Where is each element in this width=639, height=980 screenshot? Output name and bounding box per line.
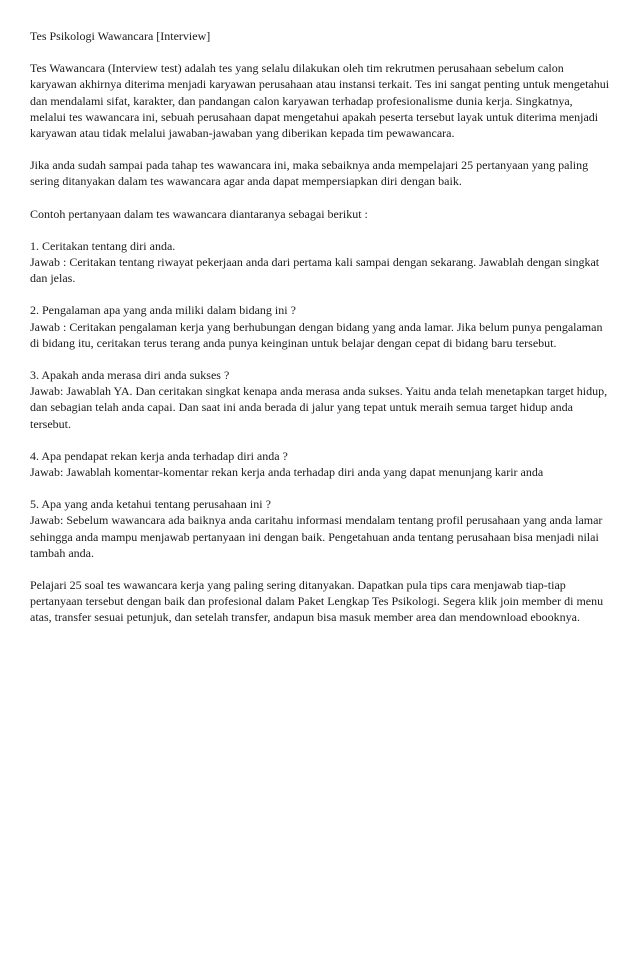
question-text: 4. Apa pendapat rekan kerja anda terhadap diri anda ? xyxy=(30,448,288,463)
answer-text: Jawab: Sebelum wawancara ada baiknya anda caritahu informasi mendalam tentang profil perusahaan yang anda lamar sehingga anda mampu menjawab pertanyaan ini dengan baik. Pengetahuan anda tentang perusahaan bisa menjadi nilai tambah anda. xyxy=(30,513,603,560)
question-text: 3. Apakah anda merasa diri anda sukses ? xyxy=(30,368,230,383)
question-item xyxy=(30,302,610,351)
document-body xyxy=(30,28,610,642)
preparation-paragraph: Jika anda sudah sampai pada tahap tes wawancara ini, maka sebaiknya anda mempelajari 25 pertanyaan yang paling sering ditanyakan dalam tes wawancara agar anda dapat mempersiapkan diri dengan baik. xyxy=(30,158,589,189)
question-item xyxy=(30,238,610,287)
question-item xyxy=(30,367,610,432)
answer-text: Jawab : Ceritakan pengalaman kerja yang berhubungan dengan bidang yang anda lamar. Jika belum punya pengalaman di bidang itu, ceritakan terus terang anda punya keinginan untuk belajar dengan cepat di bidang baru tersebut. xyxy=(30,319,603,350)
question-item xyxy=(30,448,610,480)
answer-text: Jawab: Jawablah komentar-komentar rekan kerja anda terhadap diri anda yang dapat menunjang karir anda xyxy=(30,465,544,480)
answer-text: Jawab: Jawablah YA. Dan ceritakan singkat kenapa anda merasa anda sukses. Yaitu anda telah menetapkan target hidup, dan sebagian telah anda capai. Dan saat ini anda berada di jalur yang tepat untuk meraih semua target hidup anda tersebut. xyxy=(30,384,608,431)
closing-paragraph: Pelajari 25 soal tes wawancara kerja yang paling sering ditanyakan. Dapatkan pula tips cara menjawab tiap-tiap pertanyaan tersebut dengan baik dan profesional dalam Paket Lengkap Tes Psikologi. Segera klik join member di menu atas, transfer sesuai petunjuk, dan setelah transfer, andapun bisa masuk member area dan mendownload ebooknya. xyxy=(30,578,604,625)
document-title: Tes Psikologi Wawancara [Interview] xyxy=(30,29,211,43)
question-text: 5. Apa yang anda ketahui tentang perusahaan ini ? xyxy=(30,497,271,512)
question-text: 1. Ceritakan tentang diri anda. xyxy=(30,238,176,253)
list-intro: Contoh pertanyaan dalam tes wawancara diantaranya sebagai berikut : xyxy=(30,206,368,221)
answer-text: Jawab : Ceritakan tentang riwayat pekerjaan anda dari pertama kali sampai dengan sekarang. Jawablah dengan singkat dan jelas. xyxy=(30,255,600,286)
question-text: 2. Pengalaman apa yang anda miliki dalam bidang ini ? xyxy=(30,303,296,318)
question-item xyxy=(30,496,610,561)
intro-paragraph: Tes Wawancara (Interview test) adalah tes yang selalu dilakukan oleh tim rekrutmen perusahaan sebelum calon karyawan akhirnya diterima menjadi karyawan perusahaan atau instansi terkait. Tes ini sangat penting untuk mengetahui dan mendalami sifat, karakter, dan pandangan calon karyawan terhadap profesionalisme dunia kerja. Singkatnya, melalui tes wawancara ini, sebuah perusahaan dapat mengetahui apakah peserta tersebut layak untuk diterima menjadi karyawan atau tidak melalui jawaban-jawaban yang diberikan kepada tim pewawancara. xyxy=(30,61,610,141)
